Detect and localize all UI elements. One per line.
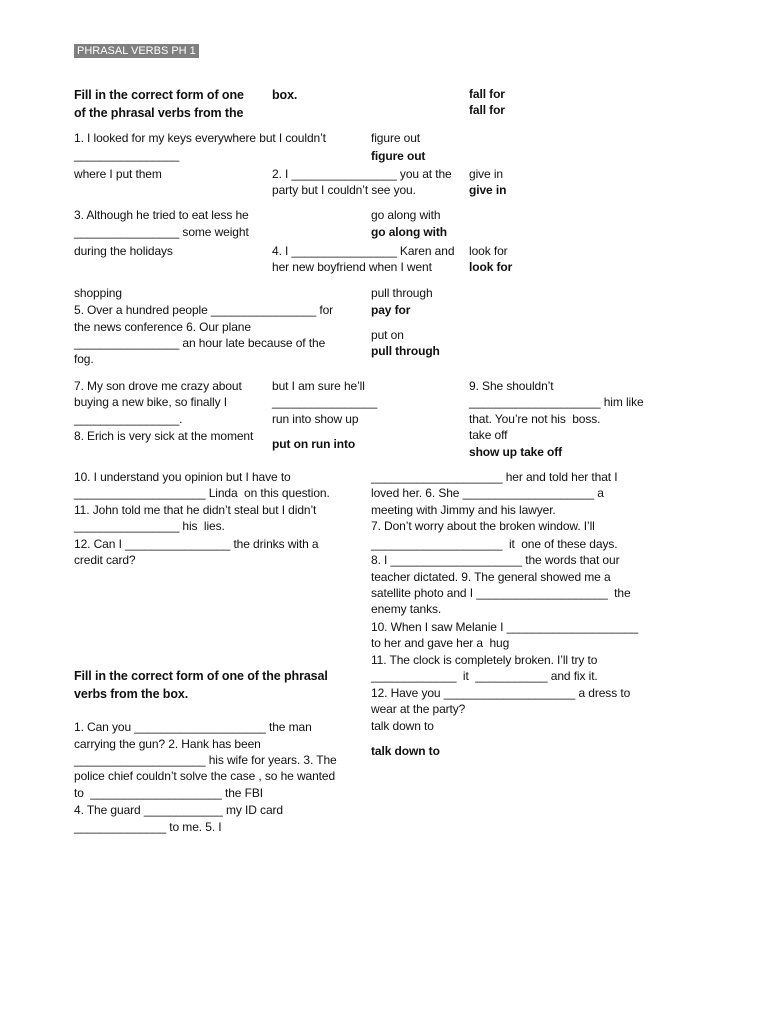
question-9-cont: satellite photo and I ____________________ the bbox=[371, 586, 631, 600]
box-word-figure-out: figure out bbox=[371, 131, 421, 145]
box-word-put-on: put on bbox=[371, 328, 404, 342]
question-1: 1. I looked for my keys everywhere but I couldn’t bbox=[74, 131, 326, 145]
question-4-end: shopping bbox=[74, 286, 122, 300]
question-6: the news conference 6. Our plane bbox=[74, 320, 251, 334]
section-2-instructions-line-1: Fill in the correct form of one of the phrasal bbox=[74, 669, 328, 683]
section-2-question-3: ____________________ his wife for years. 3. The bbox=[74, 753, 337, 767]
box-word-go-along-with: go along with bbox=[371, 208, 441, 222]
box-word-pull-through: pull through bbox=[371, 344, 440, 358]
box-word-talk-down-to: talk down to bbox=[371, 719, 434, 733]
question-4-cont: her new boyfriend when I went bbox=[272, 260, 432, 274]
box-words-row: put on run into bbox=[272, 437, 356, 451]
question-9-end: enemy tanks. bbox=[371, 602, 442, 616]
box-word-fall-for: fall for bbox=[469, 87, 505, 101]
question-2-end: party but I couldn’t see you. bbox=[272, 183, 416, 197]
question-7-cont: buying a new bike, so finally I bbox=[74, 395, 227, 409]
question-10: 10. When I saw Melanie I ____________________ bbox=[371, 620, 639, 634]
question-7: 7. My son drove me crazy about bbox=[74, 379, 242, 393]
question-7-end: ____________________ it one of these days. bbox=[371, 537, 618, 551]
question-12-end: credit card? bbox=[74, 553, 136, 567]
question-9: 9. She shouldn’t bbox=[469, 379, 554, 393]
box-word-figure-out: figure out bbox=[371, 149, 426, 163]
question-2: 2. I ________________ you at the bbox=[272, 167, 452, 181]
section-2-instructions-line-2: verbs from the box. bbox=[74, 687, 189, 701]
question-9-end: that. You’re not his boss. bbox=[469, 412, 601, 426]
box-word-pull-through: pull through bbox=[371, 286, 433, 300]
box-word-look-for: look for bbox=[469, 244, 508, 258]
question-3-end: during the holidays bbox=[74, 244, 173, 258]
question-8-cont: but I am sure he’ll bbox=[272, 379, 365, 393]
section-2-question-4: 4. The guard ____________ my ID card bbox=[74, 803, 283, 817]
question-12-end: wear at the party? bbox=[371, 702, 466, 716]
box-word-pay-for: pay for bbox=[371, 303, 411, 317]
box-word-talk-down-to: talk down to bbox=[371, 744, 440, 758]
box-word-take-off: take off bbox=[469, 428, 508, 442]
question-6-end: fog. bbox=[74, 352, 94, 366]
page-title: PHRASAL VERBS PH 1 bbox=[74, 44, 199, 58]
instructions-line-2: of the phrasal verbs from the bbox=[74, 106, 244, 120]
answer-blank: ________________ bbox=[74, 148, 180, 162]
question-10: 10. I understand you opinion but I have to bbox=[74, 470, 291, 484]
section-2-question-3-cont: police chief couldn’t solve the case , so he wanted bbox=[74, 769, 336, 783]
question-7: 7. Don’t worry about the broken window. I’ll bbox=[371, 519, 595, 533]
question-5-cont: ____________________ her and told her that I bbox=[371, 470, 618, 484]
question-4: 4. I ________________ Karen and bbox=[272, 244, 455, 258]
question-1-end: where I put them bbox=[74, 167, 162, 181]
question-9-cont: ____________________ him like bbox=[469, 395, 644, 409]
instructions-line-1: Fill in the correct form of one bbox=[74, 88, 244, 102]
box-word-give-in: give in bbox=[469, 167, 503, 181]
question-8: 8. I ____________________ the words that our bbox=[371, 553, 620, 567]
section-2-question-3-end: to ____________________ the FBI bbox=[74, 786, 263, 800]
box-words-row: run into show up bbox=[272, 412, 359, 426]
question-11-end: _____________ it ___________ and fix it. bbox=[371, 669, 598, 683]
question-11-cont: ________________ his lies. bbox=[74, 519, 225, 533]
question-9: teacher dictated. 9. The general showed me a bbox=[371, 570, 611, 584]
question-3: 3. Although he tried to eat less he bbox=[74, 208, 249, 222]
question-10-end: to her and gave her a hug bbox=[371, 636, 510, 650]
answer-blank: ________________ bbox=[272, 395, 378, 409]
box-word-fall-for: fall for bbox=[469, 103, 505, 117]
box-word-go-along-with: go along with bbox=[371, 225, 448, 239]
question-8: 8. Erich is very sick at the moment bbox=[74, 429, 254, 443]
instructions-box-word: box. bbox=[272, 88, 298, 102]
question-10-cont: ____________________ Linda on this question. bbox=[74, 486, 330, 500]
section-2-question-5: ______________ to me. 5. I bbox=[74, 820, 222, 834]
question-6: loved her. 6. She ____________________ a bbox=[371, 486, 604, 500]
question-11: 11. John told me that he didn’t steal but I didn’t bbox=[74, 503, 317, 517]
question-3-cont: ________________ some weight bbox=[74, 225, 249, 239]
question-6-end: meeting with Jimmy and his lawyer. bbox=[371, 503, 556, 517]
question-5: 5. Over a hundred people ________________ for bbox=[74, 303, 334, 317]
box-word-look-for: look for bbox=[469, 260, 513, 274]
box-words-row: show up take off bbox=[469, 445, 563, 459]
section-2-question-2: carrying the gun? 2. Hank has been bbox=[74, 737, 261, 751]
box-word-give-in: give in bbox=[469, 183, 507, 197]
question-11: 11. The clock is completely broken. I’ll try to bbox=[371, 653, 598, 667]
question-12: 12. Can I ________________ the drinks with a bbox=[74, 537, 319, 551]
question-7-end: ________________. bbox=[74, 412, 183, 426]
question-12: 12. Have you ____________________ a dress to bbox=[371, 686, 631, 700]
question-6-cont: ________________ an hour late because of the bbox=[74, 336, 326, 350]
section-2-question-1: 1. Can you ____________________ the man bbox=[74, 720, 312, 734]
